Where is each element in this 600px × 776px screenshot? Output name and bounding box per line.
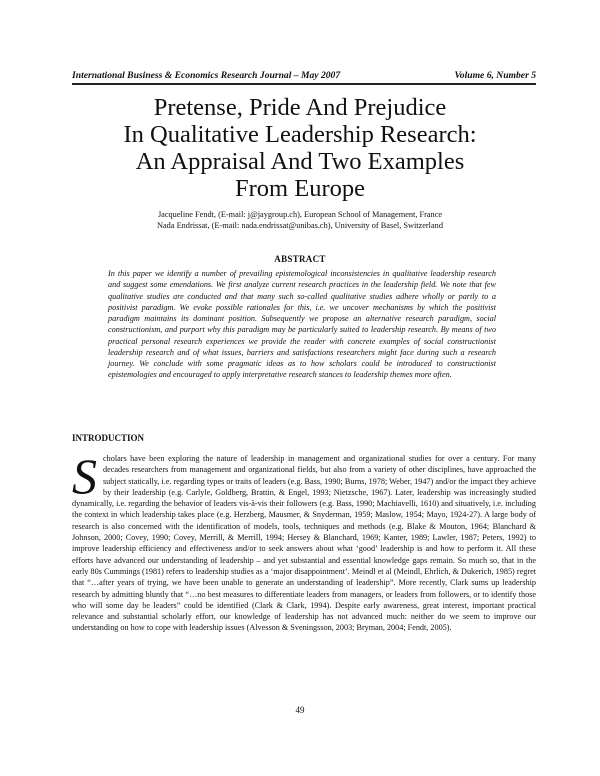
title-line: Pretense, Pride And Prejudice — [153, 94, 447, 121]
introduction-body — [72, 448, 536, 634]
author-block — [60, 209, 540, 231]
paper-title — [60, 94, 540, 202]
title-line: An Appraisal And Two Examples — [135, 148, 465, 175]
author-line: Jacqueline Fendt, (E-mail: j@jaygroup.ch), European School of Management, France — [157, 210, 443, 219]
title-line: In Qualitative Leadership Research: — [123, 121, 477, 148]
introduction-heading: INTRODUCTION — [72, 433, 145, 443]
running-header — [72, 70, 536, 85]
title-line: From Europe — [235, 175, 365, 202]
volume-number: Volume 6, Number 5 — [454, 70, 536, 81]
page-number: 49 — [295, 705, 305, 715]
journal-name: International Business & Economics Research Journal – May 2007 — [72, 70, 341, 81]
abstract-text: In this paper we identify a number of prevailing epistemological inconsistencies in qualitative leadership research and suggest some emendations. We first analyze current research practices in the leadership field. We note that few qualitative studies are conducted and that many such so-called qualitative studies adhere wholly or partly to a positivist paradigm. We evoke possible rationales for this, i.e. we uncover mechanisms by which the positivist paradigm maintains its dominant position. Subsequently we propose an alternative research paradigm, social constructionism, and purport why this paradigm may be particularly suited to leadership research. By means of two practical personal research experiences we provide the reader with concrete examples of social constructionist leadership research and of what issues, barriers and satisfactions researchers might face during such a research journey. We conclude with some pragmatic ideas as to how scholars could be introduced to constructionist epistemologies and encouraged to apply interpretative research stances to leadership themes more often. — [108, 269, 496, 380]
author-line: Nada Endrissat, (E-mail: nada.endrissat@unibas.ch), University of Basel, Switzerland — [157, 221, 443, 230]
abstract-heading: ABSTRACT — [274, 254, 326, 264]
introduction-text: cholars have been exploring the nature of leadership in management and organizational studies for over a century. For many decades researchers from management and organizational fields, but also from a variety of other disciplines, have approached the subject statically, i.e. regarding types or traits of leaders (e.g. Bass, 1990; Burns, 1978; Weber, 1947) and/or the impact they achieve by their leadership (e.g. Carlyle, Goldberg, Brattin, & Engel, 1993; Nietzsche, 1967). Later, leadership was increasingly studied dynamically, i.e. regarding the behavior of leaders vis-à-vis their followers (e.g. Bass, 1990; Machiavelli, 1610) and situatively, i.e. including the context in which leadership takes place (e.g. Herzberg, Mausmer, & Snyderman, 1959; Maslow, 1954; Mayo, 1924-27). A large body of research is also concerned with the identification of models, tools, techniques and methods (e.g. Blake & Mouton, 1964; Blanchard & Johnson, 2000; Covey, 1990; Covey, Merrill, & Merrill, 1994; Hersey & Blanchard, 1969; Kanter, 1989; Lawler, 1987; Peters, 1992) to improve leadership efficiency and effectiveness and/or to seek answers about what ‘good’ leadership is and how to perform it. All these efforts have advanced our understanding of leadership – and yet substantial and essential knowledge gaps remain. So much so, that in the early 80s Cummings (1981) refers to leadership studies as a ‘major disappointment’. Meindl et al (Meindl, Ehrlich, & Dukerich, 1985) regret that “…after years of trying, we have been unable to generate an understanding of leadership”. More recently, Clark sums up leadership research by admitting bluntly that “…no best measures to differentiate leaders from managers, or leaders from followers, or to identify those who will some day be leaders” could be identified (Clark & Clark, 1994). Despite early awareness, great interest, important practical relevance and substantial scholarly effort, our knowledge of leadership has not advanced much: neither do we seem to improve our understanding on how to cope with leadership issues (Alvesson & Sveningsson, 2003; Bryman, 2004; Fendt, 2005). — [72, 454, 536, 633]
drop-cap: S — [72, 448, 97, 504]
